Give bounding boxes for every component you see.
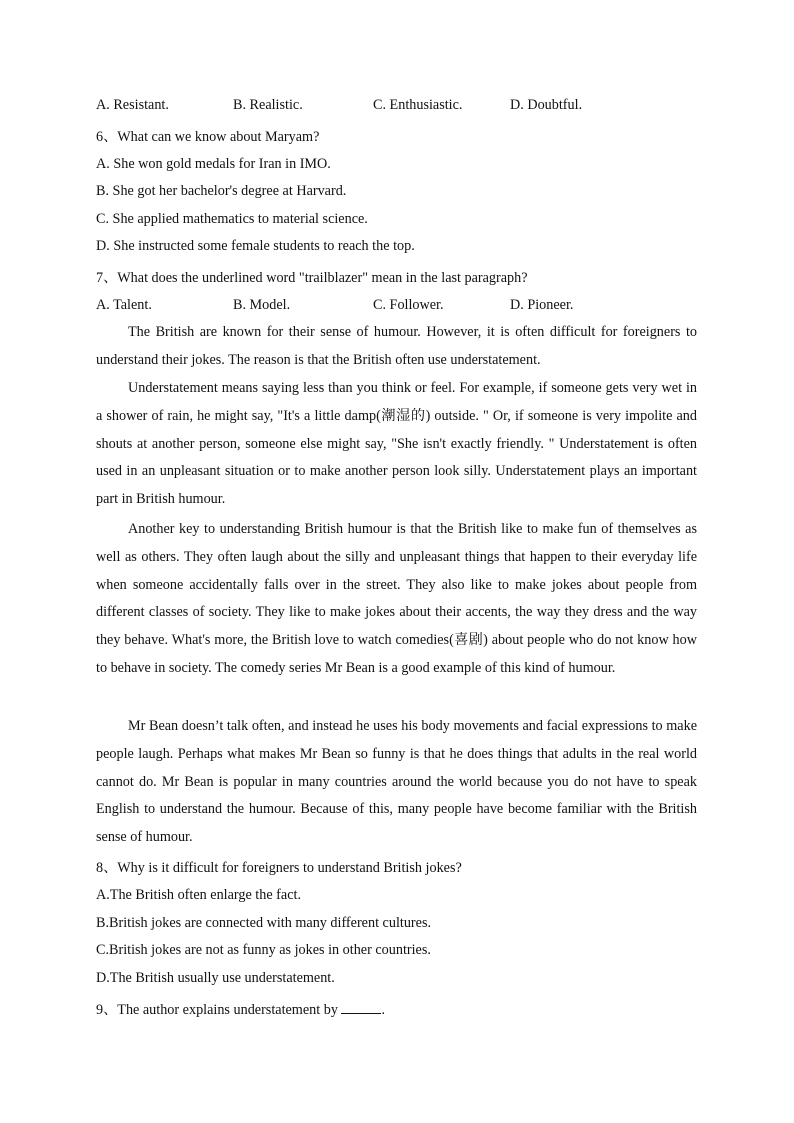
q7-option-b: B. Model. — [233, 297, 291, 313]
q8-option-a: A.The British often enlarge the fact. — [96, 887, 301, 903]
q6-option-d: D. She instructed some female students to reach the top. — [96, 238, 415, 254]
q7-stem: 7、What does the underlined word "trailblazer" mean in the last paragraph? — [96, 270, 528, 286]
q8-option-b: B.British jokes are connected with many different cultures. — [96, 915, 432, 931]
q5-option-d: D. Doubtful. — [510, 97, 583, 113]
answer-blank — [341, 1001, 381, 1014]
q8-stem: 8、Why is it difficult for foreigners to understand British jokes? — [96, 860, 462, 876]
q7-option-d: D. Pioneer. — [510, 297, 574, 313]
q9-stem-text: 9、The author explains understatement by — [96, 1002, 338, 1018]
passage-paragraph-3: Another key to understanding British humour is that the British like to make fun of themselves as well as others. They often laugh about the silly and unpleasant things that happen to their everyday life when someone accidentally falls over in the street. They also like to make jokes about people from different classes of society. They like to make jokes about their accents, the way they dress and the way they behave. What's more, the British love to watch comedies(喜剧) about people who do not know how to behave in society. The comedy series Mr Bean is a good example of this kind of humour. — [96, 521, 697, 676]
q5-option-b: B. Realistic. — [233, 97, 303, 113]
q5-option-c: C. Enthusiastic. — [373, 97, 463, 113]
q7-option-a: A. Talent. — [96, 297, 152, 313]
q9-stem — [96, 999, 385, 1019]
q6-stem: 6、What can we know about Maryam? — [96, 129, 320, 145]
q7-option-c: C. Follower. — [373, 297, 444, 313]
q5-option-a: A. Resistant. — [96, 97, 169, 113]
q8-option-d: D.The British usually use understatement. — [96, 970, 335, 986]
q6-option-a: A. She won gold medals for Iran in IMO. — [96, 156, 331, 172]
q9-stem-end: . — [381, 1002, 386, 1018]
passage-paragraph-2: Understatement means saying less than you think or feel. For example, if someone gets very wet in a shower of rain, he might say, "It's a little damp(潮湿的) outside. " Or, if someone is very impolite and shouts at another person, someone else might say, "She isn't exactly friendly. " Understatement is often used in an unpleasant situation or to make another person look silly. Understatement plays an important part in British humour. — [96, 380, 697, 508]
q6-option-b: B. She got her bachelor's degree at Harvard. — [96, 183, 347, 199]
q8-option-c: C.British jokes are not as funny as jokes in other countries. — [96, 942, 431, 958]
passage-paragraph-1: The British are known for their sense of humour. However, it is often difficult for foreigners to understand their jokes. The reason is that the British often use understatement. — [96, 324, 697, 368]
q6-option-c: C. She applied mathematics to material science. — [96, 211, 368, 227]
passage-paragraph-4: Mr Bean doesn’t talk often, and instead he uses his body movements and facial expressions to make people laugh. Perhaps what makes Mr Bean so funny is that he does things that adults in the real world cannot do. Mr Bean is popular in many countries around the world because you do not have to speak English to understand the humour. Because of this, many people have become familiar with the British sense of humour. — [96, 718, 697, 846]
